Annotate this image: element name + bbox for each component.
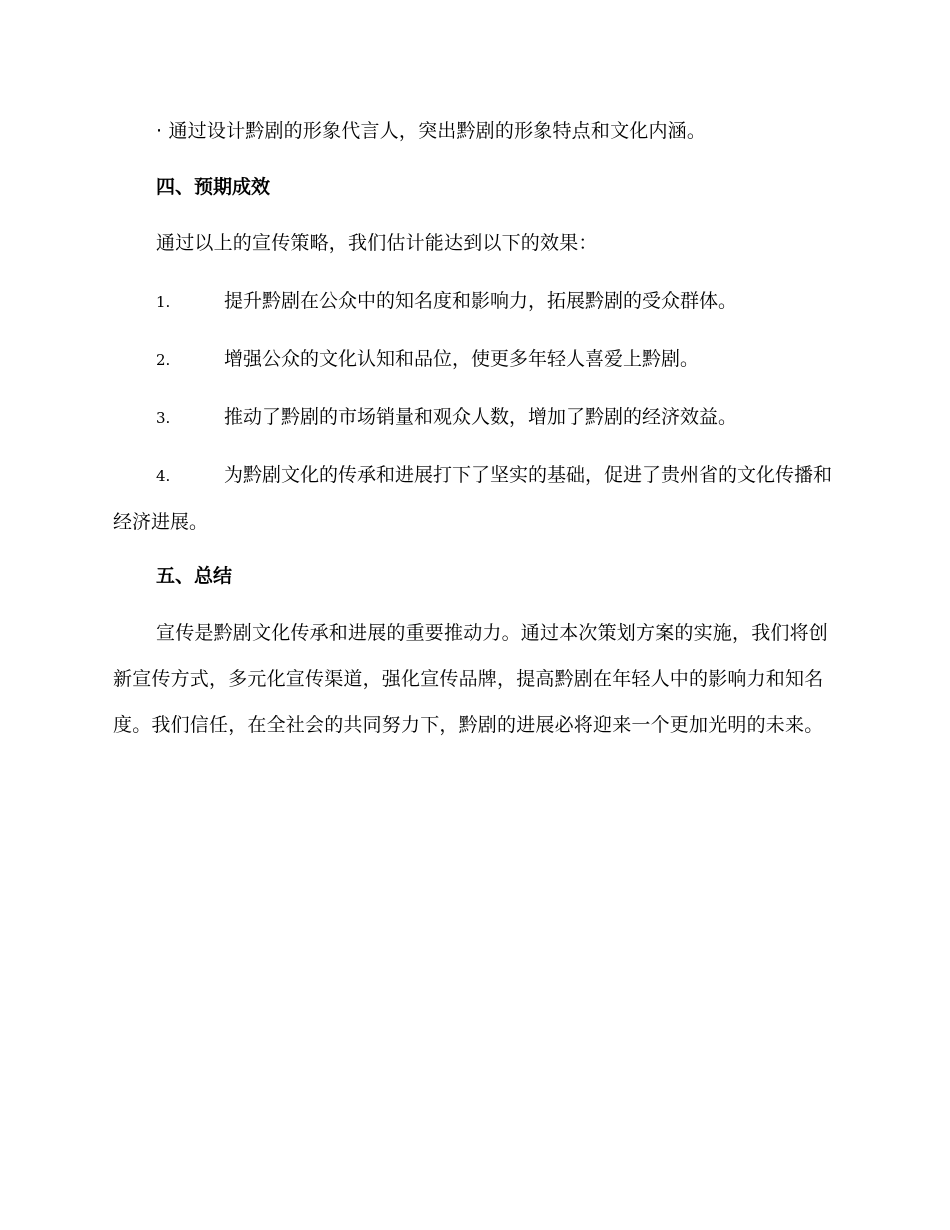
list-item-number: 2. <box>156 351 171 369</box>
list-item-number: 4. <box>156 467 171 485</box>
section-intro-paragraph: 通过以上的宣传策略，我们估计能达到以下的效果： <box>156 232 598 254</box>
list-item <box>113 394 835 441</box>
list-item-text: 提升黔剧在公众中的知名度和影响力，拓展黔剧的受众群体。 <box>224 290 738 312</box>
section-heading-summary: 五、总结 <box>156 565 233 587</box>
list-item <box>113 452 835 545</box>
list-item-number: 3. <box>156 409 171 427</box>
list-item <box>113 336 835 383</box>
section-heading-expected-results: 四、预期成效 <box>156 176 271 198</box>
list-item-text: 推动了黔剧的市场销量和观众人数，增加了黔剧的经济效益。 <box>224 406 738 428</box>
list-item-number: 1. <box>156 293 171 311</box>
summary-paragraph: 宣传是黔剧文化传承和进展的重要推动力。通过本次策划方案的实施，我们将创新宣传方式，多元化宣传渠道，强化宣传品牌，提高黔剧在年轻人中的影响力和知名度。我们信任，在全社会的共同努力下，黔剧的进展必将迎来一个更加光明的未来。 <box>113 622 829 736</box>
list-item <box>113 278 835 325</box>
list-item-text: 为黔剧文化的传承和进展打下了坚实的基础，促进了贵州省的文化传播和经济进展。 <box>113 464 833 533</box>
bullet-paragraph: · 通过设计黔剧的形象代言人，突出黔剧的形象特点和文化内涵。 <box>156 120 707 142</box>
list-item-text: 增强公众的文化认知和品位，使更多年轻人喜爱上黔剧。 <box>224 348 700 370</box>
